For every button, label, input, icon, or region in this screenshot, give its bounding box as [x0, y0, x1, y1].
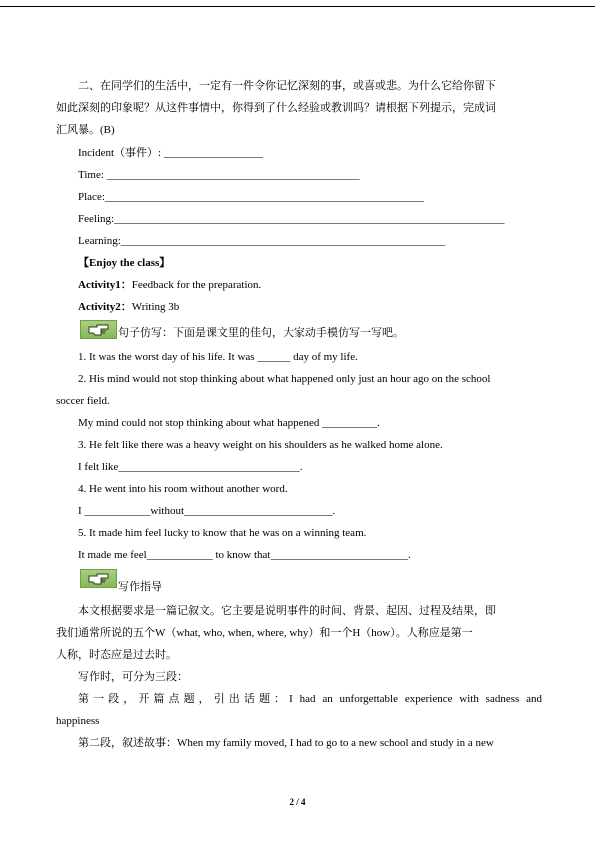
activity-1: [78, 278, 261, 292]
page-number: 2 / 4: [289, 797, 306, 807]
feeling-field: Feeling:_______________________________________________________________________: [78, 213, 505, 225]
activity-2-text: Writing 3b: [131, 301, 180, 313]
imitation-heading: 句子仿写：下面是课文里的佳句，大家动手模仿写一写吧。: [118, 327, 404, 339]
pointing-hand-icon: [80, 569, 117, 588]
activity-2: [78, 300, 179, 314]
place-field: Place:__________________________________________________________: [78, 191, 424, 203]
intro-line-1: 二、在同学们的生活中，一定有一件令你记忆深刻的事，或喜或悲。为什么它给你留下: [78, 80, 496, 92]
sentence-2-original: 2. His mind would not stop thinking about what happened only just an hour ago on the school: [78, 373, 491, 385]
activity-1-text: Feedback for the preparation.: [131, 279, 262, 291]
activity-1-label: Activity1：: [78, 279, 132, 291]
intro-line-2: 如此深刻的印象呢？从这件事情中，你得到了什么经验或教训吗？请根据下列提示，完成词: [56, 102, 496, 114]
guide-paragraph-1-line-3: 人称，时态应是过去时。: [56, 649, 177, 661]
guide-heading: 写作指导: [118, 581, 162, 593]
guide-paragraph-1-line-1: 本文根据要求是一篇记叙文。它主要是说明事件的时间、背景、起因、过程及结果，即: [78, 605, 496, 617]
sentence-4-imitation: I ____________without___________________________.: [78, 505, 336, 517]
sentence-1: 1. It was the worst day of his life. It was ______ day of my life.: [78, 351, 358, 363]
guide-paragraph-2: 写作时，可分为三段：: [78, 671, 188, 683]
pointing-hand-icon: [80, 320, 117, 339]
incident-field: Incident（事件）: __________________: [78, 147, 263, 159]
sentence-5-original: 5. It made him feel lucky to know that he was on a winning team.: [78, 527, 367, 539]
sentence-5-imitation: It made me feel____________ to know that_________________________.: [78, 549, 411, 561]
activity-2-label: Activity2：: [78, 301, 132, 313]
guide-paragraph-1-line-2: 我们通常所说的五个W（what, who, when, where, why）和一个H（how）。人称应是第一: [56, 627, 473, 639]
sentence-2-original-cont: soccer field.: [56, 395, 110, 407]
enjoy-heading: 【Enjoy the class】: [78, 257, 171, 269]
time-field: Time: ______________________________________________: [78, 169, 360, 181]
sentence-4-original: 4. He went into his room without another word.: [78, 483, 288, 495]
sentence-3-imitation: I felt like_________________________________.: [78, 461, 303, 473]
guide-paragraph-3-line-1: 第一段，开篇点题，引出话题：I had an unforgettable experience with sadness and: [78, 693, 542, 705]
sentence-2-imitation: My mind could not stop thinking about what happened __________.: [78, 417, 380, 429]
header-rule: [0, 6, 595, 7]
sentence-3-original: 3. He felt like there was a heavy weight on his shoulders as he walked home alone.: [78, 439, 443, 451]
guide-paragraph-3-line-2: happiness: [56, 715, 100, 727]
guide-paragraph-4: 第二段，叙述故事：When my family moved, I had to go to a new school and study in a new: [78, 737, 494, 749]
learning-field: Learning:___________________________________________________________: [78, 235, 446, 247]
intro-line-3: 汇风暴。(B): [56, 124, 115, 136]
